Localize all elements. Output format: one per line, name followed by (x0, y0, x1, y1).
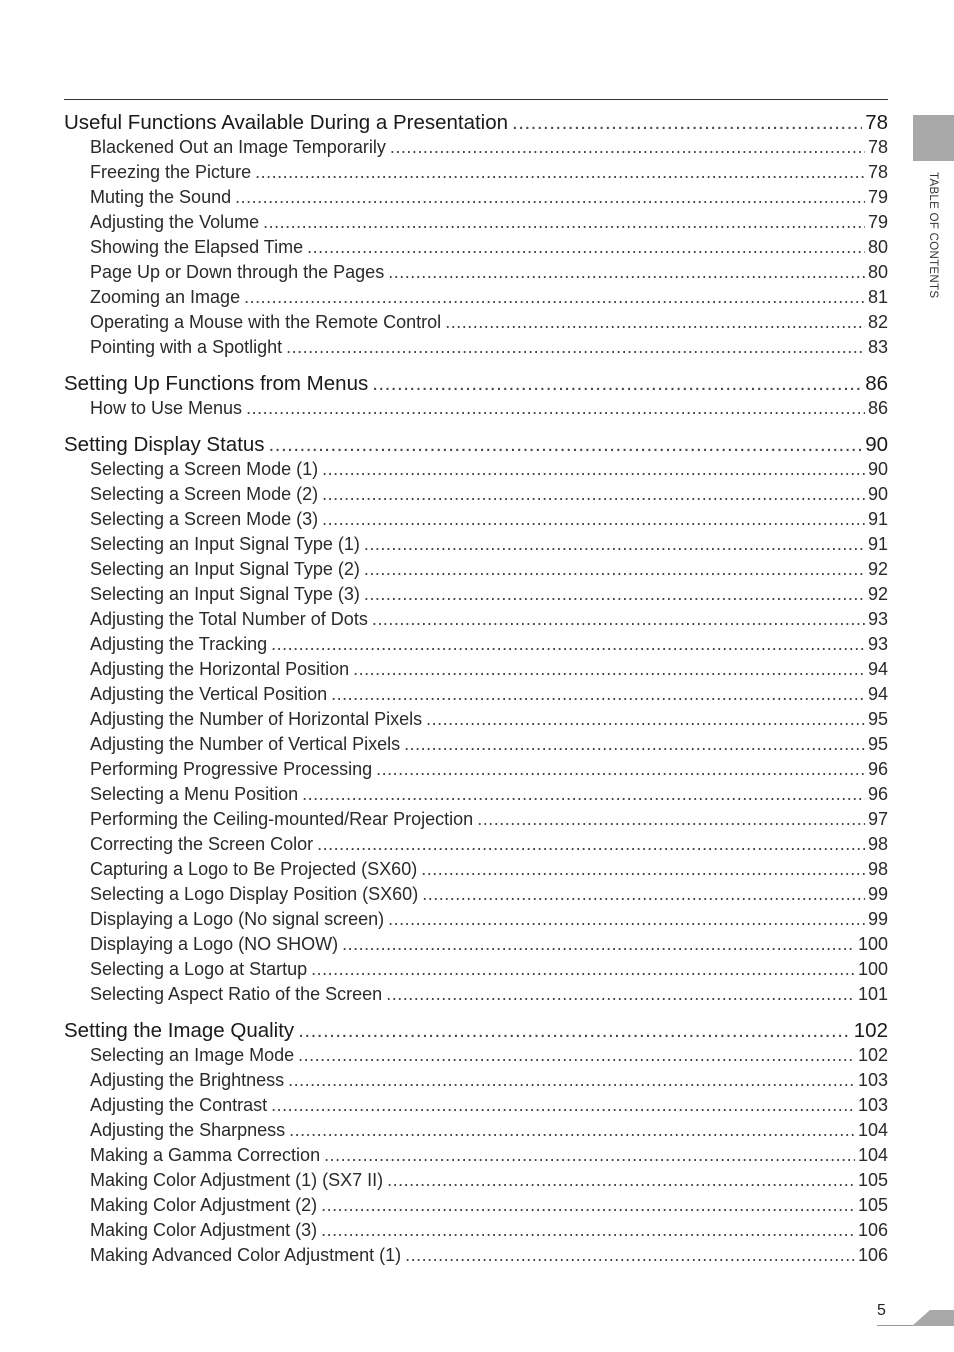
dot-leader (353, 659, 865, 680)
entry-page-number: 91 (867, 534, 888, 554)
dot-leader (331, 684, 865, 705)
entry-title: Displaying a Logo (NO SHOW) (90, 934, 339, 954)
dot-leader (364, 559, 865, 580)
entry-title: Capturing a Logo to Be Projected (SX60) (90, 859, 418, 879)
dot-leader (342, 934, 855, 955)
entry-page-number: 96 (867, 759, 888, 779)
entry-page-number: 94 (867, 659, 888, 679)
dot-leader (388, 262, 865, 283)
toc-entry[interactable] (64, 1245, 888, 1270)
dot-leader (390, 137, 865, 158)
dot-leader (255, 162, 865, 183)
entry-page-number: 98 (867, 834, 888, 854)
entry-title: Selecting a Screen Mode (2) (90, 484, 319, 504)
dot-leader (321, 1195, 855, 1216)
entry-page-number: 90 (865, 433, 888, 456)
entry-page-number: 106 (857, 1245, 888, 1265)
toc-entry[interactable] (64, 934, 888, 959)
entry-page-number: 95 (867, 734, 888, 754)
dot-leader (286, 337, 865, 358)
entry-title: Muting the Sound (90, 187, 232, 207)
toc-entry[interactable] (64, 1070, 888, 1095)
entry-title: Useful Functions Available During a Presentation (64, 111, 509, 134)
entry-title: Freezing the Picture (90, 162, 252, 182)
toc-entry[interactable] (64, 1120, 888, 1145)
entry-page-number: 82 (867, 312, 888, 332)
dot-leader (404, 734, 865, 755)
dot-leader (376, 759, 865, 780)
toc-section-heading[interactable] (64, 431, 888, 459)
entry-page-number: 99 (867, 909, 888, 929)
dot-leader (298, 1019, 851, 1043)
dot-leader (388, 909, 865, 930)
toc-entry[interactable] (64, 1220, 888, 1245)
toc-entry[interactable] (64, 659, 888, 684)
toc-entry[interactable] (64, 534, 888, 559)
toc-entry[interactable] (64, 484, 888, 509)
dot-leader (307, 237, 865, 258)
entry-title: Adjusting the Vertical Position (90, 684, 328, 704)
entry-page-number: 83 (867, 337, 888, 357)
entry-title: Making Color Adjustment (2) (90, 1195, 318, 1215)
entry-page-number: 80 (867, 262, 888, 282)
dot-leader (405, 1245, 855, 1266)
entry-title: Adjusting the Brightness (90, 1070, 285, 1090)
entry-title: Selecting an Image Mode (90, 1045, 295, 1065)
entry-title: Selecting an Input Signal Type (3) (90, 584, 360, 604)
toc-entry[interactable] (64, 809, 888, 834)
dot-leader (421, 859, 865, 880)
dot-leader (263, 212, 865, 233)
toc-section (64, 1017, 888, 1270)
entry-title: Adjusting the Sharpness (90, 1120, 286, 1140)
dot-leader (298, 1045, 855, 1066)
dot-leader (477, 809, 865, 830)
entry-title: Setting Up Functions from Menus (64, 372, 369, 395)
toc-entry[interactable] (64, 959, 888, 984)
dot-leader (372, 372, 862, 396)
toc-entry[interactable] (64, 784, 888, 809)
dot-leader (288, 1070, 855, 1091)
dot-leader (445, 312, 865, 333)
entry-page-number: 106 (857, 1220, 888, 1240)
entry-title: Selecting a Logo Display Position (SX60) (90, 884, 419, 904)
dot-leader (271, 634, 865, 655)
toc-entry[interactable] (64, 337, 888, 362)
entry-title: Selecting a Screen Mode (3) (90, 509, 319, 529)
page-number: 5 (877, 1302, 886, 1319)
entry-title: Making Color Adjustment (3) (90, 1220, 318, 1240)
entry-page-number: 105 (857, 1195, 888, 1215)
entry-title: Zooming an Image (90, 287, 241, 307)
entry-title: Page Up or Down through the Pages (90, 262, 385, 282)
entry-page-number: 100 (857, 934, 888, 954)
entry-page-number: 79 (867, 212, 888, 232)
toc-section-heading[interactable] (64, 1017, 888, 1045)
toc-entry[interactable] (64, 398, 888, 423)
dot-leader (322, 484, 865, 505)
entry-title: Making Color Adjustment (1) (SX7 II) (90, 1170, 384, 1190)
entry-page-number: 102 (853, 1019, 888, 1042)
entry-title: Selecting an Input Signal Type (2) (90, 559, 360, 579)
dot-leader (364, 584, 865, 605)
entry-title: Selecting a Menu Position (90, 784, 299, 804)
entry-title: Correcting the Screen Color (90, 834, 314, 854)
entry-page-number: 79 (867, 187, 888, 207)
dot-leader (289, 1120, 855, 1141)
entry-title: Performing Progressive Processing (90, 759, 373, 779)
entry-title: Adjusting the Contrast (90, 1095, 268, 1115)
entry-page-number: 93 (867, 634, 888, 654)
toc-entry[interactable] (64, 909, 888, 934)
dot-leader (244, 287, 865, 308)
toc-section-heading[interactable] (64, 370, 888, 398)
side-tab-label: TABLE OF CONTENTS (927, 172, 939, 299)
toc-entry[interactable] (64, 709, 888, 734)
entry-title: How to Use Menus (90, 398, 243, 418)
dot-leader (235, 187, 865, 208)
entry-title: Pointing with a Spotlight (90, 337, 283, 357)
toc-entry[interactable] (64, 509, 888, 534)
entry-page-number: 96 (867, 784, 888, 804)
dot-leader (322, 509, 865, 530)
entry-page-number: 100 (857, 959, 888, 979)
entry-title: Selecting a Screen Mode (1) (90, 459, 319, 479)
toc-section (64, 109, 888, 362)
entry-title: Adjusting the Number of Vertical Pixels (90, 734, 401, 754)
toc-entry[interactable] (64, 1195, 888, 1220)
entry-title: Adjusting the Number of Horizontal Pixels (90, 709, 423, 729)
toc-section-heading[interactable] (64, 109, 888, 137)
toc-entry[interactable] (64, 1045, 888, 1070)
dot-leader (311, 959, 855, 980)
toc-entry[interactable] (64, 734, 888, 759)
dot-leader (422, 884, 865, 905)
toc-entry[interactable] (64, 459, 888, 484)
entry-title: Adjusting the Total Number of Dots (90, 609, 368, 629)
toc-entry[interactable] (64, 684, 888, 709)
entry-page-number: 90 (867, 484, 888, 504)
entry-title: Blackened Out an Image Temporarily (90, 137, 386, 157)
toc-entry[interactable] (64, 162, 888, 187)
dot-leader (322, 459, 865, 480)
corner-tab-marker (912, 1310, 954, 1326)
dot-leader (321, 1220, 855, 1241)
entry-page-number: 99 (867, 884, 888, 904)
toc-entry[interactable] (64, 287, 888, 312)
entry-page-number: 103 (857, 1095, 888, 1115)
entry-page-number: 86 (865, 372, 888, 395)
toc-entry[interactable] (64, 1095, 888, 1120)
entry-title: Selecting Aspect Ratio of the Screen (90, 984, 383, 1004)
dot-leader (426, 709, 865, 730)
entry-title: Adjusting the Tracking (90, 634, 268, 654)
dot-leader (512, 111, 862, 135)
dot-leader (364, 534, 865, 555)
toc-entry[interactable] (64, 609, 888, 634)
toc-section (64, 431, 888, 1009)
table-of-contents (64, 109, 888, 1278)
toc-entry[interactable] (64, 137, 888, 162)
toc-entry[interactable] (64, 262, 888, 287)
toc-entry[interactable] (64, 187, 888, 212)
entry-page-number: 78 (867, 162, 888, 182)
entry-title: Setting Display Status (64, 433, 265, 456)
entry-page-number: 78 (867, 137, 888, 157)
entry-page-number: 92 (867, 559, 888, 579)
entry-page-number: 93 (867, 609, 888, 629)
toc-entry[interactable] (64, 634, 888, 659)
dot-leader (317, 834, 865, 855)
toc-entry[interactable] (64, 759, 888, 784)
entry-page-number: 92 (867, 584, 888, 604)
entry-page-number: 90 (867, 459, 888, 479)
toc-entry[interactable] (64, 884, 888, 909)
dot-leader (387, 1170, 855, 1191)
entry-page-number: 104 (857, 1145, 888, 1165)
dot-leader (372, 609, 865, 630)
entry-page-number: 104 (857, 1120, 888, 1140)
entry-title: Performing the Ceiling-mounted/Rear Projection (90, 809, 474, 829)
top-rule (64, 99, 888, 100)
dot-leader (324, 1145, 855, 1166)
entry-page-number: 81 (867, 287, 888, 307)
entry-title: Making Advanced Color Adjustment (1) (90, 1245, 402, 1265)
toc-entry[interactable] (64, 212, 888, 237)
toc-entry[interactable] (64, 984, 888, 1009)
toc-section (64, 370, 888, 423)
entry-page-number: 105 (857, 1170, 888, 1190)
entry-page-number: 80 (867, 237, 888, 257)
dot-leader (269, 433, 863, 457)
entry-page-number: 103 (857, 1070, 888, 1090)
entry-page-number: 98 (867, 859, 888, 879)
entry-title: Operating a Mouse with the Remote Control (90, 312, 442, 332)
side-tab-marker (913, 115, 954, 161)
entry-page-number: 101 (857, 984, 888, 1004)
entry-title: Adjusting the Volume (90, 212, 260, 232)
entry-page-number: 95 (867, 709, 888, 729)
toc-entry[interactable] (64, 834, 888, 859)
entry-page-number: 91 (867, 509, 888, 529)
dot-leader (302, 784, 865, 805)
toc-entry[interactable] (64, 1145, 888, 1170)
entry-page-number: 102 (857, 1045, 888, 1065)
entry-title: Selecting a Logo at Startup (90, 959, 308, 979)
entry-title: Displaying a Logo (No signal screen) (90, 909, 385, 929)
entry-title: Showing the Elapsed Time (90, 237, 304, 257)
entry-page-number: 97 (867, 809, 888, 829)
toc-entry[interactable] (64, 559, 888, 584)
entry-title: Adjusting the Horizontal Position (90, 659, 350, 679)
dot-leader (246, 398, 865, 419)
entry-title: Setting the Image Quality (64, 1019, 295, 1042)
entry-page-number: 86 (867, 398, 888, 418)
dot-leader (386, 984, 855, 1005)
toc-entry[interactable] (64, 859, 888, 884)
toc-entry[interactable] (64, 237, 888, 262)
toc-entry[interactable] (64, 312, 888, 337)
entry-title: Selecting an Input Signal Type (1) (90, 534, 360, 554)
dot-leader (271, 1095, 855, 1116)
toc-entry[interactable] (64, 584, 888, 609)
entry-page-number: 94 (867, 684, 888, 704)
entry-page-number: 78 (865, 111, 888, 134)
entry-title: Making a Gamma Correction (90, 1145, 321, 1165)
toc-entry[interactable] (64, 1170, 888, 1195)
